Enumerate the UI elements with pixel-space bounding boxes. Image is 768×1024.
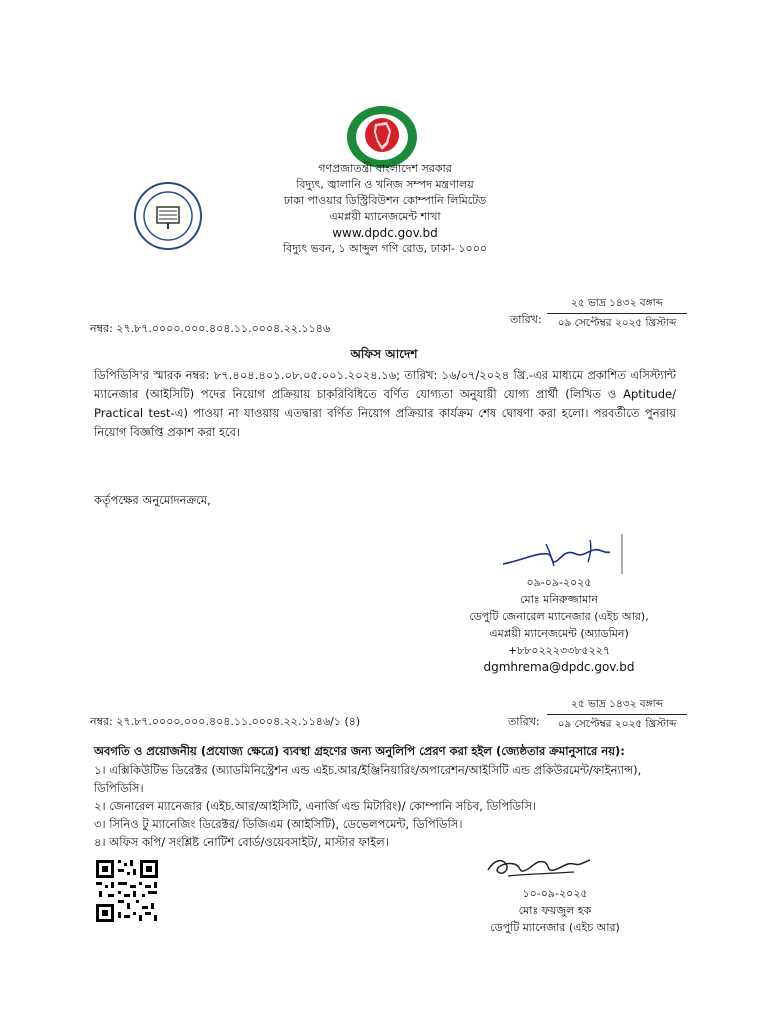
date-block bbox=[547, 296, 687, 331]
date-english: ০৯ সেপ্টেম্বর ২০২৫ খ্রিস্টাব্দ bbox=[557, 317, 677, 329]
signature-1 bbox=[498, 530, 628, 575]
authority-line: কর্তৃপক্ষের অনুমোদনক্রমে, bbox=[94, 493, 211, 507]
header-line-government: গণপ্রজাতন্ত্রী বাংলাদেশ সরকার bbox=[318, 162, 452, 175]
copy-memo-number: নম্বর: ২৭.৮৭.০০০০.০০০.৪০৪.১১.০০০৪.২২.১১৪৬/১ (৪) bbox=[90, 715, 361, 728]
letterhead bbox=[220, 161, 550, 257]
signer-1-phone: +৮৮০২২২৩৩৮৫২২৭ bbox=[507, 644, 611, 657]
copy-date-label: তারিখ: bbox=[508, 715, 540, 728]
copy-item-2: ২। জেনারেল ম্যানেজার (এইচ.আর/আইসিটি, এনার্জি এন্ড মিটারিং)/ কোম্পানি সচিব, ডিপিডিসি। bbox=[94, 799, 537, 813]
dpdc-logo bbox=[133, 181, 203, 251]
signer-2-date: ১০-০৯-২০২৫ bbox=[522, 887, 588, 900]
header-line-address: বিদ্যুৎ ভবন, ১ আব্দুল গণি রোড, ঢাকা- ১০০০ bbox=[282, 242, 488, 255]
date-label: তারিখ: bbox=[510, 313, 542, 326]
signer-1-name: মোঃ মনিরুজ্জামান bbox=[520, 593, 598, 606]
copy-item-1: ১। এক্সিকিউটিভ ডিরেক্টর (অ্যাডমিনিস্ট্রেশন এন্ড এইচ.আর/ইঞ্জিনিয়ারিং/অপারেশন/আইসিটি এন্ড প্রকিউরমেন্ট/ফাইন্যান্স), bbox=[94, 763, 642, 777]
signer-2-designation: ডেপুটি ম্যানেজার (এইচ আর) bbox=[490, 921, 620, 934]
date-divider bbox=[547, 313, 687, 314]
copy-list bbox=[94, 761, 694, 851]
header-line-department: এমপ্লয়ী ম্যানেজমেন্ট শাখা bbox=[329, 210, 441, 223]
signature-2 bbox=[484, 850, 594, 885]
signer-1-designation: ডেপুটি জেনারেল ম্যানেজার (এইচ আর), bbox=[469, 610, 649, 623]
copy-date-bangla: ২৫ ভাদ্র ১৪৩২ বঙ্গাব্দ bbox=[570, 698, 663, 710]
copy-heading: অবগতি ও প্রয়োজনীয় (প্রযোজ্য ক্ষেত্রে) ব্যবস্থা গ্রহণের জন্য অনুলিপি প্রেরণ করা হইল (জ্যেষ্ঠতার ক্রমানুসারে নয়): bbox=[94, 744, 625, 758]
signer-1-date: ০৯-০৯-২০২৫ bbox=[526, 576, 592, 589]
signer-2-block bbox=[475, 885, 635, 936]
qr-code bbox=[94, 858, 160, 924]
header-line-ministry: বিদ্যুৎ, জ্বালানি ও খনিজ সম্পদ মন্ত্রণালয় bbox=[296, 178, 474, 191]
order-title: অফিস আদেশ bbox=[350, 347, 418, 361]
signer-2-name: মোঃ ফয়জুল হক bbox=[518, 904, 592, 917]
header-line-website: www.dpdc.gov.bd bbox=[332, 226, 438, 240]
order-paragraph: ডিপিডিসি'র স্মারক নম্বর: ৮৭.৪০৪.৪০১.০৮.০৫.০০১.২০২৪.১৬; তারিখ: ১৬/০৭/২০২৪ খ্রি.-এর মাধ্যমে প্রকাশিত এসিস্ট্যান্ট ম্যানেজার (আইসিটি) পদের নিয়োগ প্রক্রিয়ায় চাকরিবিধিতে বর্ণিত যোগ্যতা অনুযায়ী যোগ্য প্রার্থী (লিখিত ও Aptitude/ Practical test-এ) পাওয়া না যাওয়ায় এতদ্বারা বর্ণিত নিয়োগ প্রক্রিয়ার কার্যক্রম শেষ ঘোষণা করা হলো। পরবর্তীতে পুনরায় নিয়োগ বিজ্ঞপ্তি প্রকাশ করা হবে। bbox=[94, 368, 676, 439]
copy-item-1-cont: ডিপিডিসি। bbox=[94, 781, 144, 795]
date-bangla: ২৫ ভাদ্র ১৪৩২ বঙ্গাব্দ bbox=[570, 297, 663, 309]
signer-1-email: dgmhrema@dpdc.gov.bd bbox=[483, 660, 635, 674]
copy-date-divider bbox=[547, 714, 687, 715]
copy-date-block bbox=[547, 697, 687, 732]
copy-date-english: ০৯ সেপ্টেম্বর ২০২৫ খ্রিস্টাব্দ bbox=[557, 718, 677, 730]
copy-item-4: ৪। অফিস কপি/ সংশ্লিষ্ট নোটিশ বোর্ড/ওয়েবসাইট/, মাস্টার ফাইল। bbox=[94, 835, 389, 849]
header-line-company: ঢাকা পাওয়ার ডিস্ট্রিবিউশন কোম্পানি লিমিটেড bbox=[283, 194, 487, 207]
signer-1-department: এমপ্লয়ী ম্যানেজমেন্ট (অ্যাডমিন) bbox=[489, 627, 629, 640]
copy-item-3: ৩। সিনিও টু ম্যানেজিং ডিরেক্টর/ ডিজিএম (আইসিটি), ডেভেলপমেন্ট, ডিপিডিসি। bbox=[94, 817, 463, 831]
signer-1-block bbox=[430, 574, 688, 676]
memo-number: নম্বর: ২৭.৮৭.০০০০.০০০.৪০৪.১১.০০০৪.২২.১১৪৬ bbox=[90, 322, 331, 335]
